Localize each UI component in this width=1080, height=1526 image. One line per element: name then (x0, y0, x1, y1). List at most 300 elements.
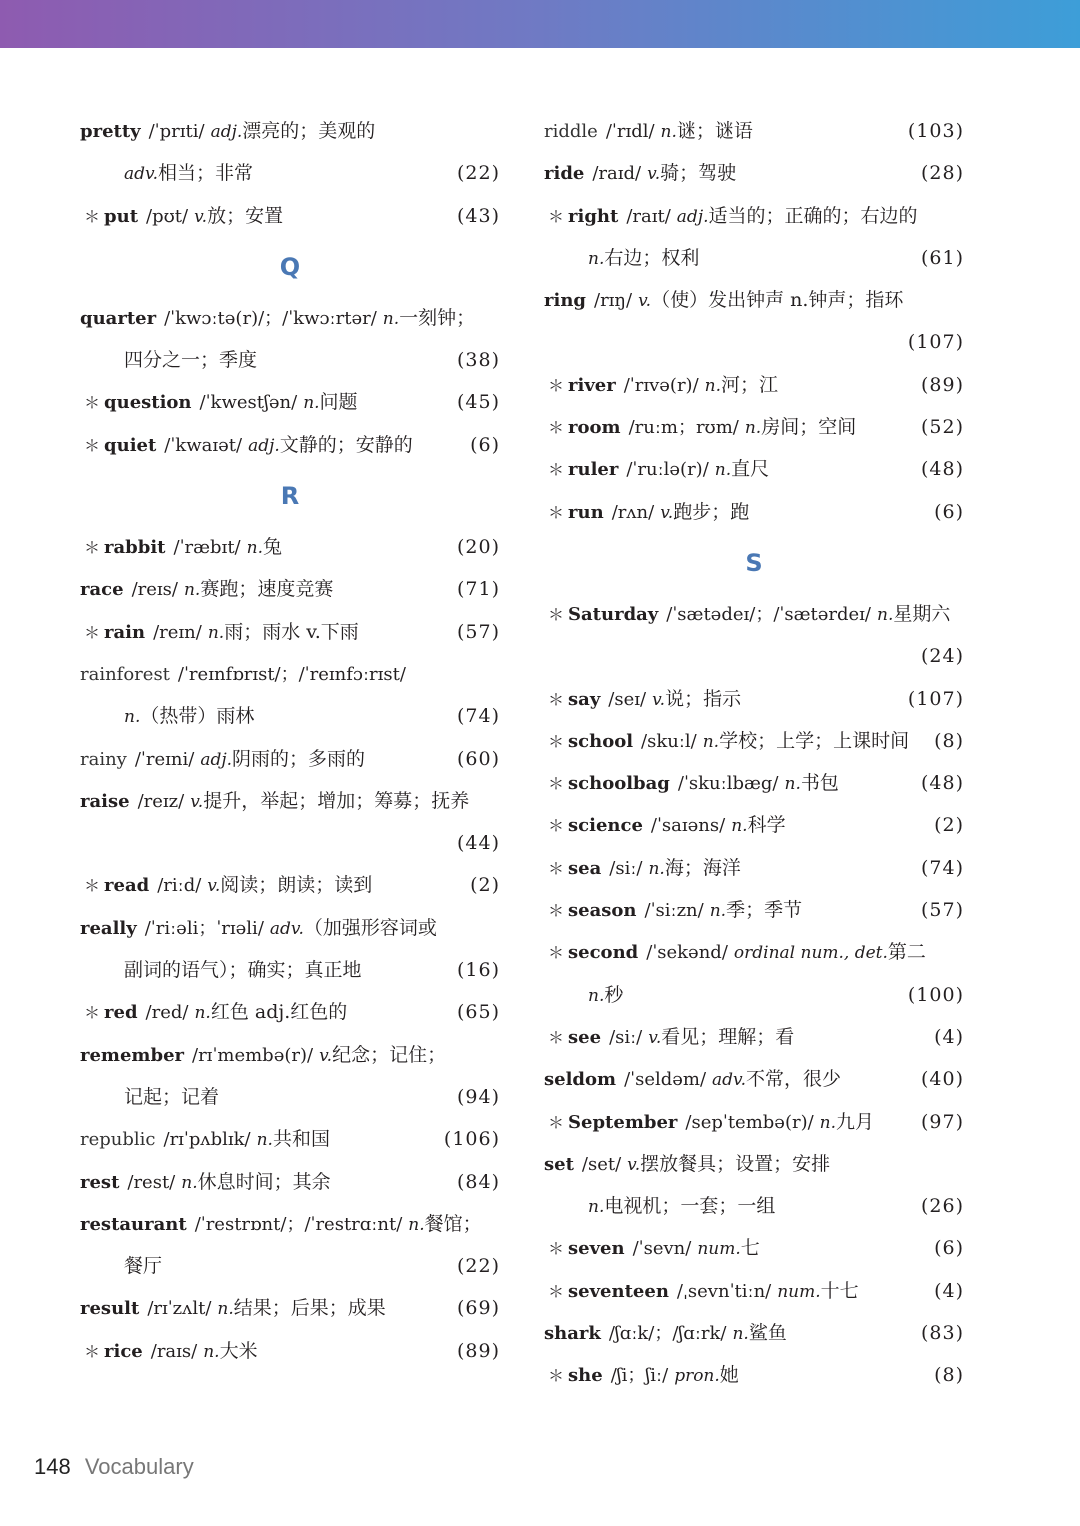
entry-continuation (544, 635, 964, 677)
headword: second (568, 942, 639, 964)
entry-text (548, 364, 778, 407)
page-ref: (65) (456, 1001, 500, 1024)
meaning: 科学 (747, 814, 786, 837)
page-ref: (43) (456, 204, 500, 227)
phonetic: /skuːl/ (641, 730, 697, 752)
phonetic: /ˈriːəli；ˈrɪəli/ (144, 917, 264, 939)
part-of-speech: n. (732, 1324, 749, 1345)
entry-text (84, 991, 347, 1034)
entry-text (548, 804, 786, 847)
phonetic: /ˈræbɪt/ (173, 537, 241, 559)
entry-text (84, 424, 413, 467)
entry-text (80, 907, 437, 950)
entry-text (80, 1203, 482, 1246)
page-ref: (26) (920, 1195, 964, 1218)
headword: rainforest (80, 663, 170, 685)
entry-text (80, 738, 365, 781)
meaning: 河；江 (721, 373, 779, 396)
meaning: 鲨鱼 (748, 1322, 787, 1345)
meaning: 问题 (319, 391, 358, 414)
page-ref: (100) (907, 983, 964, 1006)
phonetic: /siː/ (609, 857, 643, 879)
page-ref: (84) (456, 1170, 500, 1193)
page-ref: (107) (907, 331, 964, 354)
entry-text (80, 780, 469, 823)
vocab-entry (544, 195, 964, 237)
page-ref: (4) (934, 1279, 964, 1302)
part-of-speech: adv. (269, 918, 304, 939)
phonetic: /ˈsaɪəns/ (650, 815, 726, 837)
headword: ring (544, 290, 586, 312)
headword: seldom (544, 1069, 617, 1091)
phonetic: /sepˈtembə(r)/ (685, 1111, 814, 1133)
entry-text (124, 695, 254, 738)
part-of-speech: n. (744, 418, 762, 439)
part-of-speech: n. (181, 1172, 198, 1193)
headword: Saturday (568, 603, 659, 625)
part-of-speech: n. (588, 985, 605, 1006)
phonetic: /ruːm；rʊm/ (628, 417, 739, 439)
vocab-entry (80, 424, 500, 466)
headword: sea (568, 857, 602, 879)
star-icon: ＊ (548, 1239, 565, 1259)
headword: river (568, 374, 616, 396)
part-of-speech: n. (203, 1341, 220, 1362)
star-icon: ＊ (548, 1027, 565, 1047)
vocab-entry (544, 448, 964, 490)
meaning: 跑步；跑 (673, 500, 750, 523)
entry-text (84, 611, 359, 654)
part-of-speech: n. (784, 774, 801, 795)
star-icon: ＊ (548, 460, 565, 480)
letter-heading: R (280, 482, 300, 511)
page-ref: (6) (934, 1237, 964, 1260)
vocab-entry (544, 1058, 964, 1100)
phonetic: /ˈseldəm/ (624, 1069, 707, 1091)
entry-text (548, 1354, 739, 1397)
vocab-entry (80, 526, 500, 568)
star-icon: ＊ (84, 206, 101, 226)
entry-continuation (80, 949, 500, 991)
headword: schoolbag (568, 773, 670, 795)
headword: raise (80, 790, 130, 812)
meaning: 骑；驾驶 (660, 162, 737, 185)
entry-text (84, 195, 283, 238)
entry-text (80, 1161, 331, 1204)
vocab-entry (80, 110, 500, 152)
entry-text (548, 1101, 874, 1144)
meaning: 秒 (604, 983, 624, 1006)
vocab-entry (544, 110, 964, 152)
part-of-speech: n. (704, 375, 722, 396)
vocab-entry (544, 1227, 964, 1269)
phonetic: /ˈrestrɒnt/；/ˈrestrɑːnt/ (194, 1213, 403, 1235)
entry-text (544, 1312, 787, 1355)
headword: pretty (80, 121, 141, 142)
phonetic: /ˈrɪdl/ (605, 121, 655, 142)
star-icon: ＊ (548, 943, 565, 963)
letter-heading: Q (279, 252, 301, 281)
phonetic: /raɪt/ (626, 205, 671, 227)
entry-text (80, 1118, 330, 1161)
meaning: 共和国 (272, 1128, 330, 1151)
star-icon: ＊ (84, 538, 101, 558)
section-label: Vocabulary (84, 1454, 194, 1479)
page-ref: (83) (920, 1322, 964, 1345)
page-ref: (38) (456, 349, 500, 372)
entry-text (124, 949, 362, 991)
top-color-band (0, 0, 1080, 48)
phonetic: /ʃɑːk/；/ʃɑːrk/ (608, 1323, 727, 1345)
headword: riddle (544, 121, 598, 142)
part-of-speech: n. (714, 460, 732, 481)
entry-text (548, 847, 741, 890)
meaning: 提升，举起；增加；筹募；抚养 (203, 789, 470, 812)
page-ref: (2) (470, 874, 500, 897)
page-ref: (74) (456, 705, 500, 728)
meaning: 书包 (800, 772, 839, 795)
phonetic: /rɪˈmembə(r)/ (192, 1044, 314, 1066)
headword: question (104, 392, 192, 414)
star-icon: ＊ (548, 206, 565, 226)
part-of-speech: n. (819, 1112, 837, 1133)
entry-text (544, 110, 753, 153)
entry-text (548, 491, 749, 534)
vocab-entry (544, 1143, 964, 1185)
headword: restaurant (80, 1213, 187, 1235)
entry-text (548, 1227, 760, 1270)
page-ref: (4) (934, 1025, 964, 1048)
headword: September (568, 1111, 678, 1133)
phonetic: /riːd/ (157, 875, 202, 897)
phonetic: /ˈskuːlbæg/ (677, 773, 779, 795)
page-ref: (6) (934, 500, 964, 523)
meaning: 房间；空间 (761, 416, 857, 439)
phonetic: /ʃi；ʃiː/ (610, 1365, 669, 1387)
page-ref: (57) (920, 899, 964, 922)
headword: science (568, 815, 643, 837)
page-ref: (22) (456, 162, 500, 185)
meaning: 休息时间；其余 (197, 1170, 331, 1193)
meaning: 餐馆； (424, 1212, 482, 1235)
vocab-entry (80, 780, 500, 822)
phonetic: /rɪˈzʌlt/ (147, 1298, 212, 1320)
entry-text (84, 864, 372, 907)
phonetic: /ˈsætədeɪ/；/ˈsætərdeɪ/ (666, 603, 871, 625)
entry-text (588, 237, 699, 280)
star-icon: ＊ (548, 774, 565, 794)
entry-text (548, 678, 741, 721)
entry-text (548, 448, 769, 491)
vocab-entry (80, 1287, 500, 1329)
part-of-speech: adj. (248, 435, 280, 456)
meaning: 放；安置 (207, 204, 284, 227)
vocab-entry (544, 847, 964, 889)
meaning: 纪念；记住； (332, 1043, 447, 1066)
part-of-speech: n. (207, 622, 225, 643)
part-of-speech: v. (647, 164, 661, 185)
star-icon: ＊ (548, 375, 565, 395)
star-icon: ＊ (548, 604, 565, 624)
phonetic: /raɪd/ (592, 163, 642, 185)
entry-text (80, 110, 375, 153)
part-of-speech: n. (660, 122, 677, 142)
page-ref: (6) (470, 433, 500, 456)
page-ref: (74) (920, 856, 964, 879)
vocab-entry (544, 1101, 964, 1143)
entry-continuation (80, 1245, 500, 1287)
headword: ride (544, 163, 585, 185)
page-footer (34, 1454, 194, 1480)
vocab-entry (80, 653, 500, 695)
meaning: 十七 (820, 1279, 859, 1302)
page-ref: (22) (456, 1255, 500, 1278)
part-of-speech: ordinal num., det. (733, 943, 888, 964)
entry-text (84, 381, 358, 424)
part-of-speech: v. (648, 1027, 662, 1048)
entry-text (548, 889, 802, 932)
meaning: 电视机；一套；一组 (604, 1195, 776, 1218)
headword: quiet (104, 434, 157, 456)
meaning: 她 (719, 1364, 739, 1387)
meaning: 阅读；朗读；读到 (220, 874, 373, 897)
page-ref: (57) (456, 620, 500, 643)
letter-heading: S (745, 548, 763, 577)
phonetic: /rest/ (127, 1171, 176, 1193)
vocab-entry (80, 297, 500, 339)
headword: run (568, 501, 604, 523)
star-icon: ＊ (548, 816, 565, 836)
page-ref: (24) (920, 645, 964, 668)
vocab-entry (544, 364, 964, 406)
phonetic: /red/ (145, 1002, 189, 1024)
page-ref: (61) (920, 246, 964, 269)
entry-text (588, 1185, 775, 1228)
meaning: 右边；权利 (604, 246, 700, 269)
entry-text (544, 1058, 841, 1101)
entry-continuation (80, 822, 500, 864)
page-ref: (107) (907, 687, 964, 710)
star-icon: ＊ (84, 1003, 101, 1023)
headword: republic (80, 1129, 156, 1151)
vocab-entry (544, 678, 964, 720)
headword: seven (568, 1238, 625, 1260)
phonetic: /rɪŋ/ (594, 290, 633, 312)
phonetic: /ˈreɪni/ (134, 748, 195, 770)
vocab-entry (544, 593, 964, 635)
page-ref: (106) (443, 1128, 500, 1151)
star-icon: ＊ (548, 1366, 565, 1386)
vocab-entry (544, 279, 964, 321)
entry-continuation (80, 1076, 500, 1118)
star-icon: ＊ (84, 1341, 101, 1361)
entry-text (548, 762, 839, 805)
meaning: 兔 (262, 536, 282, 559)
part-of-speech: v. (638, 291, 652, 312)
page-ref: (20) (456, 536, 500, 559)
meaning: 海；海洋 (664, 856, 741, 879)
entry-text (548, 1016, 794, 1059)
phonetic: /ˈsekənd/ (646, 942, 728, 964)
part-of-speech: n. (124, 707, 141, 728)
entry-text (124, 339, 257, 381)
star-icon: ＊ (548, 901, 565, 921)
right-column (544, 110, 964, 1397)
part-of-speech: v. (660, 502, 674, 523)
part-of-speech: n. (588, 1197, 605, 1218)
meaning: 餐厅 (124, 1255, 163, 1278)
entry-text (124, 1245, 162, 1287)
meaning: 季；季节 (726, 899, 803, 922)
part-of-speech: v. (194, 206, 208, 227)
meaning: 谜；谜语 (676, 120, 753, 142)
vocab-entry (544, 1270, 964, 1312)
vocab-entry (80, 907, 500, 949)
entry-text (548, 195, 918, 238)
headword: remember (80, 1044, 185, 1066)
vocab-entry (80, 738, 500, 780)
page-ref: (103) (907, 120, 964, 142)
vocab-entry (544, 804, 964, 846)
phonetic: /set/ (581, 1153, 622, 1175)
meaning: 记起；记着 (124, 1085, 220, 1108)
meaning: 红色 adj.红色的 (210, 1001, 348, 1024)
entry-continuation (544, 321, 964, 363)
entry-text (544, 279, 903, 322)
vocab-entry (80, 381, 500, 423)
headword: quarter (80, 307, 157, 329)
page-ref: (8) (934, 1364, 964, 1387)
meaning: 七 (740, 1237, 760, 1260)
part-of-speech: n. (709, 901, 727, 922)
headword: see (568, 1026, 602, 1048)
headword: shark (544, 1323, 601, 1345)
page-ref: (52) (920, 416, 964, 439)
part-of-speech: adv. (712, 1070, 747, 1091)
page-ref: (45) (456, 391, 500, 414)
part-of-speech: n. (217, 1299, 234, 1320)
page-ref: (44) (456, 832, 500, 855)
page-ref: (16) (456, 959, 500, 982)
headword: read (104, 875, 150, 897)
meaning: 文静的；安静的 (279, 433, 413, 456)
headword: rabbit (104, 537, 166, 559)
phonetic: /ˈkwestʃən/ (199, 392, 298, 414)
page-number: 148 (34, 1454, 71, 1479)
vocab-entry (544, 931, 964, 973)
vocab-entry (544, 889, 964, 931)
entry-text (84, 1330, 258, 1373)
star-icon: ＊ (548, 689, 565, 709)
phonetic: /ˈsiːzn/ (644, 900, 704, 922)
headword: set (544, 1153, 574, 1175)
page-ref: (69) (456, 1297, 500, 1320)
meaning: 星期六 (893, 602, 951, 625)
star-icon: ＊ (84, 622, 101, 642)
phonetic: /ˈreɪnfɒrɪst/；/ˈreɪnfɔːrɪst/ (177, 663, 406, 685)
phonetic: /rɪˈpʌblɪk/ (163, 1129, 251, 1151)
entry-text (588, 974, 623, 1017)
meaning: 雨；雨水 v.下雨 (224, 620, 359, 643)
phonetic: /ˈprɪti/ (148, 121, 205, 142)
part-of-speech: num. (697, 1239, 741, 1260)
part-of-speech: n. (382, 308, 400, 329)
star-icon: ＊ (84, 393, 101, 413)
meaning: 副词的语气）；确实；真正地 (124, 959, 362, 982)
headword: she (568, 1365, 603, 1387)
part-of-speech: n. (194, 1003, 211, 1024)
entry-text (548, 406, 856, 449)
entry-text (80, 1034, 446, 1077)
part-of-speech: adj. (676, 206, 709, 227)
star-icon: ＊ (548, 1112, 565, 1132)
star-icon: ＊ (548, 858, 565, 878)
vocab-entry (80, 991, 500, 1033)
entry-text (80, 297, 475, 340)
phonetic: /ˈkwɔːtə(r)/；/ˈkwɔːrtər/ (164, 307, 377, 329)
headword: season (568, 900, 637, 922)
part-of-speech: num. (777, 1281, 821, 1302)
vocab-entry (80, 611, 500, 653)
headword: red (104, 1002, 138, 1024)
entry-text (548, 1270, 859, 1313)
vocab-entry (544, 1312, 964, 1354)
part-of-speech: n. (588, 248, 605, 269)
part-of-speech: adj. (200, 749, 233, 770)
page-ref: (40) (920, 1068, 964, 1091)
phonetic: /ˌsevnˈtiːn/ (676, 1280, 772, 1302)
entry-continuation (80, 339, 500, 381)
entry-text (80, 653, 412, 696)
headword: room (568, 417, 621, 439)
meaning: 摆放餐具；设置；安排 (640, 1152, 831, 1175)
meaning: 九月 (836, 1110, 875, 1133)
entry-text (84, 526, 282, 569)
meaning: 结果；后果；成果 (233, 1297, 386, 1320)
part-of-speech: v. (190, 791, 204, 812)
headword: rainy (80, 748, 127, 770)
vocab-entry (80, 568, 500, 610)
entry-text (124, 152, 253, 195)
headword: right (568, 205, 619, 227)
page-ref: (28) (920, 162, 964, 185)
meaning: 第二 (887, 941, 926, 964)
vocab-entry (80, 1203, 500, 1245)
headword: seventeen (568, 1280, 669, 1302)
page-ref: (97) (920, 1110, 964, 1133)
part-of-speech: n. (256, 1130, 273, 1151)
phonetic: /rʌn/ (611, 501, 655, 523)
meaning: （加强形容词或 (303, 916, 437, 939)
meaning: 阴雨的；多雨的 (232, 747, 366, 770)
part-of-speech: n. (183, 580, 201, 601)
part-of-speech: pron. (674, 1366, 720, 1387)
phonetic: /ˈsevn/ (632, 1238, 692, 1260)
star-icon: ＊ (548, 731, 565, 751)
vocab-entry (544, 1354, 964, 1396)
vocab-entry (544, 406, 964, 448)
headword: result (80, 1298, 140, 1320)
page-ref: (71) (456, 578, 500, 601)
page-ref: (89) (456, 1339, 500, 1362)
star-icon: ＊ (548, 502, 565, 522)
page-ref: (94) (456, 1085, 500, 1108)
left-column (80, 110, 500, 1372)
meaning: 大米 (219, 1339, 258, 1362)
star-icon: ＊ (548, 1281, 565, 1301)
phonetic: /seɪ/ (608, 688, 647, 710)
headword: put (104, 205, 139, 227)
